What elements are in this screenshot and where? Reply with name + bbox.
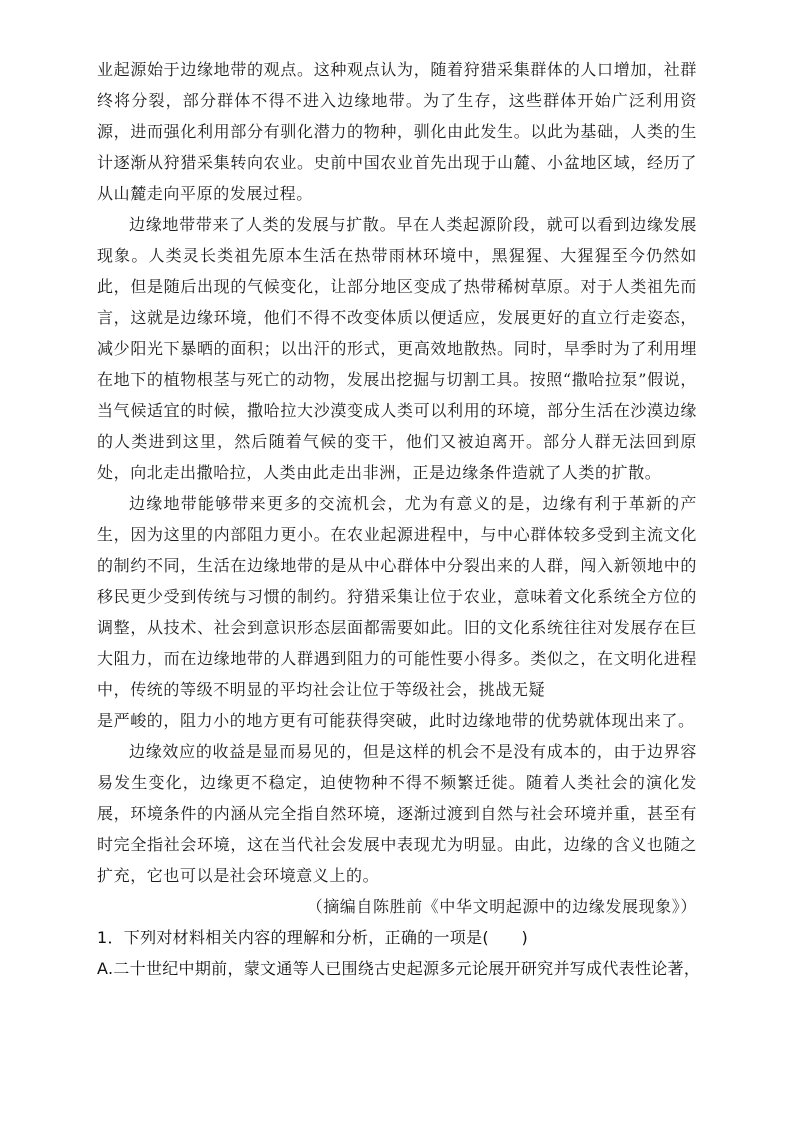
passage-paragraph-2 <box>97 209 697 488</box>
document-page <box>97 54 701 984</box>
passage-text: 边缘地带能够带来更多的交流机会，尤为有意义的是，边缘有利于革新的产生，因为这里的内部阻力更小。在农业起源进程中，与中心群体较多受到主流文化的制约不同，生活在边缘地带的是从中心群体中分裂出来的人群，闯入新领地中的移民更少受到传统与习惯的制约。狩猎采集让位于农业，意味着文化系统全方位的调整，从技术、社会到意识形态层面都需要如此。旧的文化系统往往对发展存在巨大阻力，而在边缘地带的人群遇到阻力的可能性要小得多。类似之，在文明化进程中，传统的等级不明显的平均社会让位于等级社会，挑战无疑 <box>97 494 697 699</box>
passage-text: 边缘效应的收益是显而易见的，但是这样的机会不是没有成本的，由于边界容易发生变化，边缘更不稳定，迫使物种不得不频繁迁徙。随着人类社会的演化发展，环境条件的内涵从完全指自然环境，逐渐过渡到自然与社会环境并重，甚至有时完全指社会环境，这在当代社会发展中表现尤为明显。由此，边缘的含义也随之扩充，它也可以是社会环境意义上的。 <box>97 742 697 885</box>
question-stem: 1．下列对材料相关内容的理解和分析，正确的一项是( ) <box>97 928 529 947</box>
source-citation: （摘编自陈胜前《中华文明起源中的边缘发展现象》） <box>306 897 697 916</box>
passage-paragraph-3 <box>97 488 697 736</box>
passage-text: 业起源始于边缘地带的观点。这种观点认为，随着狩猎采集群体的人口增加，社群终将分裂，部分群体不得不进入边缘地带。为了生存，这些群体开始广泛利用资源，进而强化利用部分有驯化潜力的物种，驯化由此发生。以此为基础，人类的生计逐渐从狩猎采集转向农业。史前中国农业首先出现于山麓、小盆地区域，经历了从山麓走向平原的发展过程。 <box>97 60 697 203</box>
passage-paragraph-1 <box>97 54 697 209</box>
passage-text-continued: 是严峻的，阻力小的地方更有可能获得突破，此时边缘地带的优势就体现出来了。 <box>97 711 695 730</box>
passage-paragraph-4 <box>97 736 697 891</box>
passage-text: 边缘地带带来了人类的发展与扩散。早在人类起源阶段，就可以看到边缘发展现象。人类灵长类祖先原本生活在热带雨林环境中，黑猩猩、大猩猩至今仍然如此，但是随后出现的气候变化，让部分地区变成了热带稀树草原。对于人类祖先而言，这就是边缘环境，他们不得不改变体质以便适应，发展更好的直立行走姿态，减少阳光下暴晒的面积；以出汗的形式，更高效地散热。同时，旱季时为了利用埋在地下的植物根茎与死亡的动物，发展出挖掘与切割工具。按照“撒哈拉泵”假说，当气候适宜的时候，撒哈拉大沙漠变成人类可以利用的环境，部分生活在沙漠边缘的人类进到这里，然后随着气候的变干，他们又被迫离开。部分人群无法回到原处，向北走出撒哈拉，人类由此走出非洲，正是边缘条件造就了人类的扩散。 <box>97 215 697 482</box>
question-option-a: A.二十世纪中期前，蒙文通等人已围绕古史起源多元论展开研究并写成代表性论著， <box>97 959 701 978</box>
